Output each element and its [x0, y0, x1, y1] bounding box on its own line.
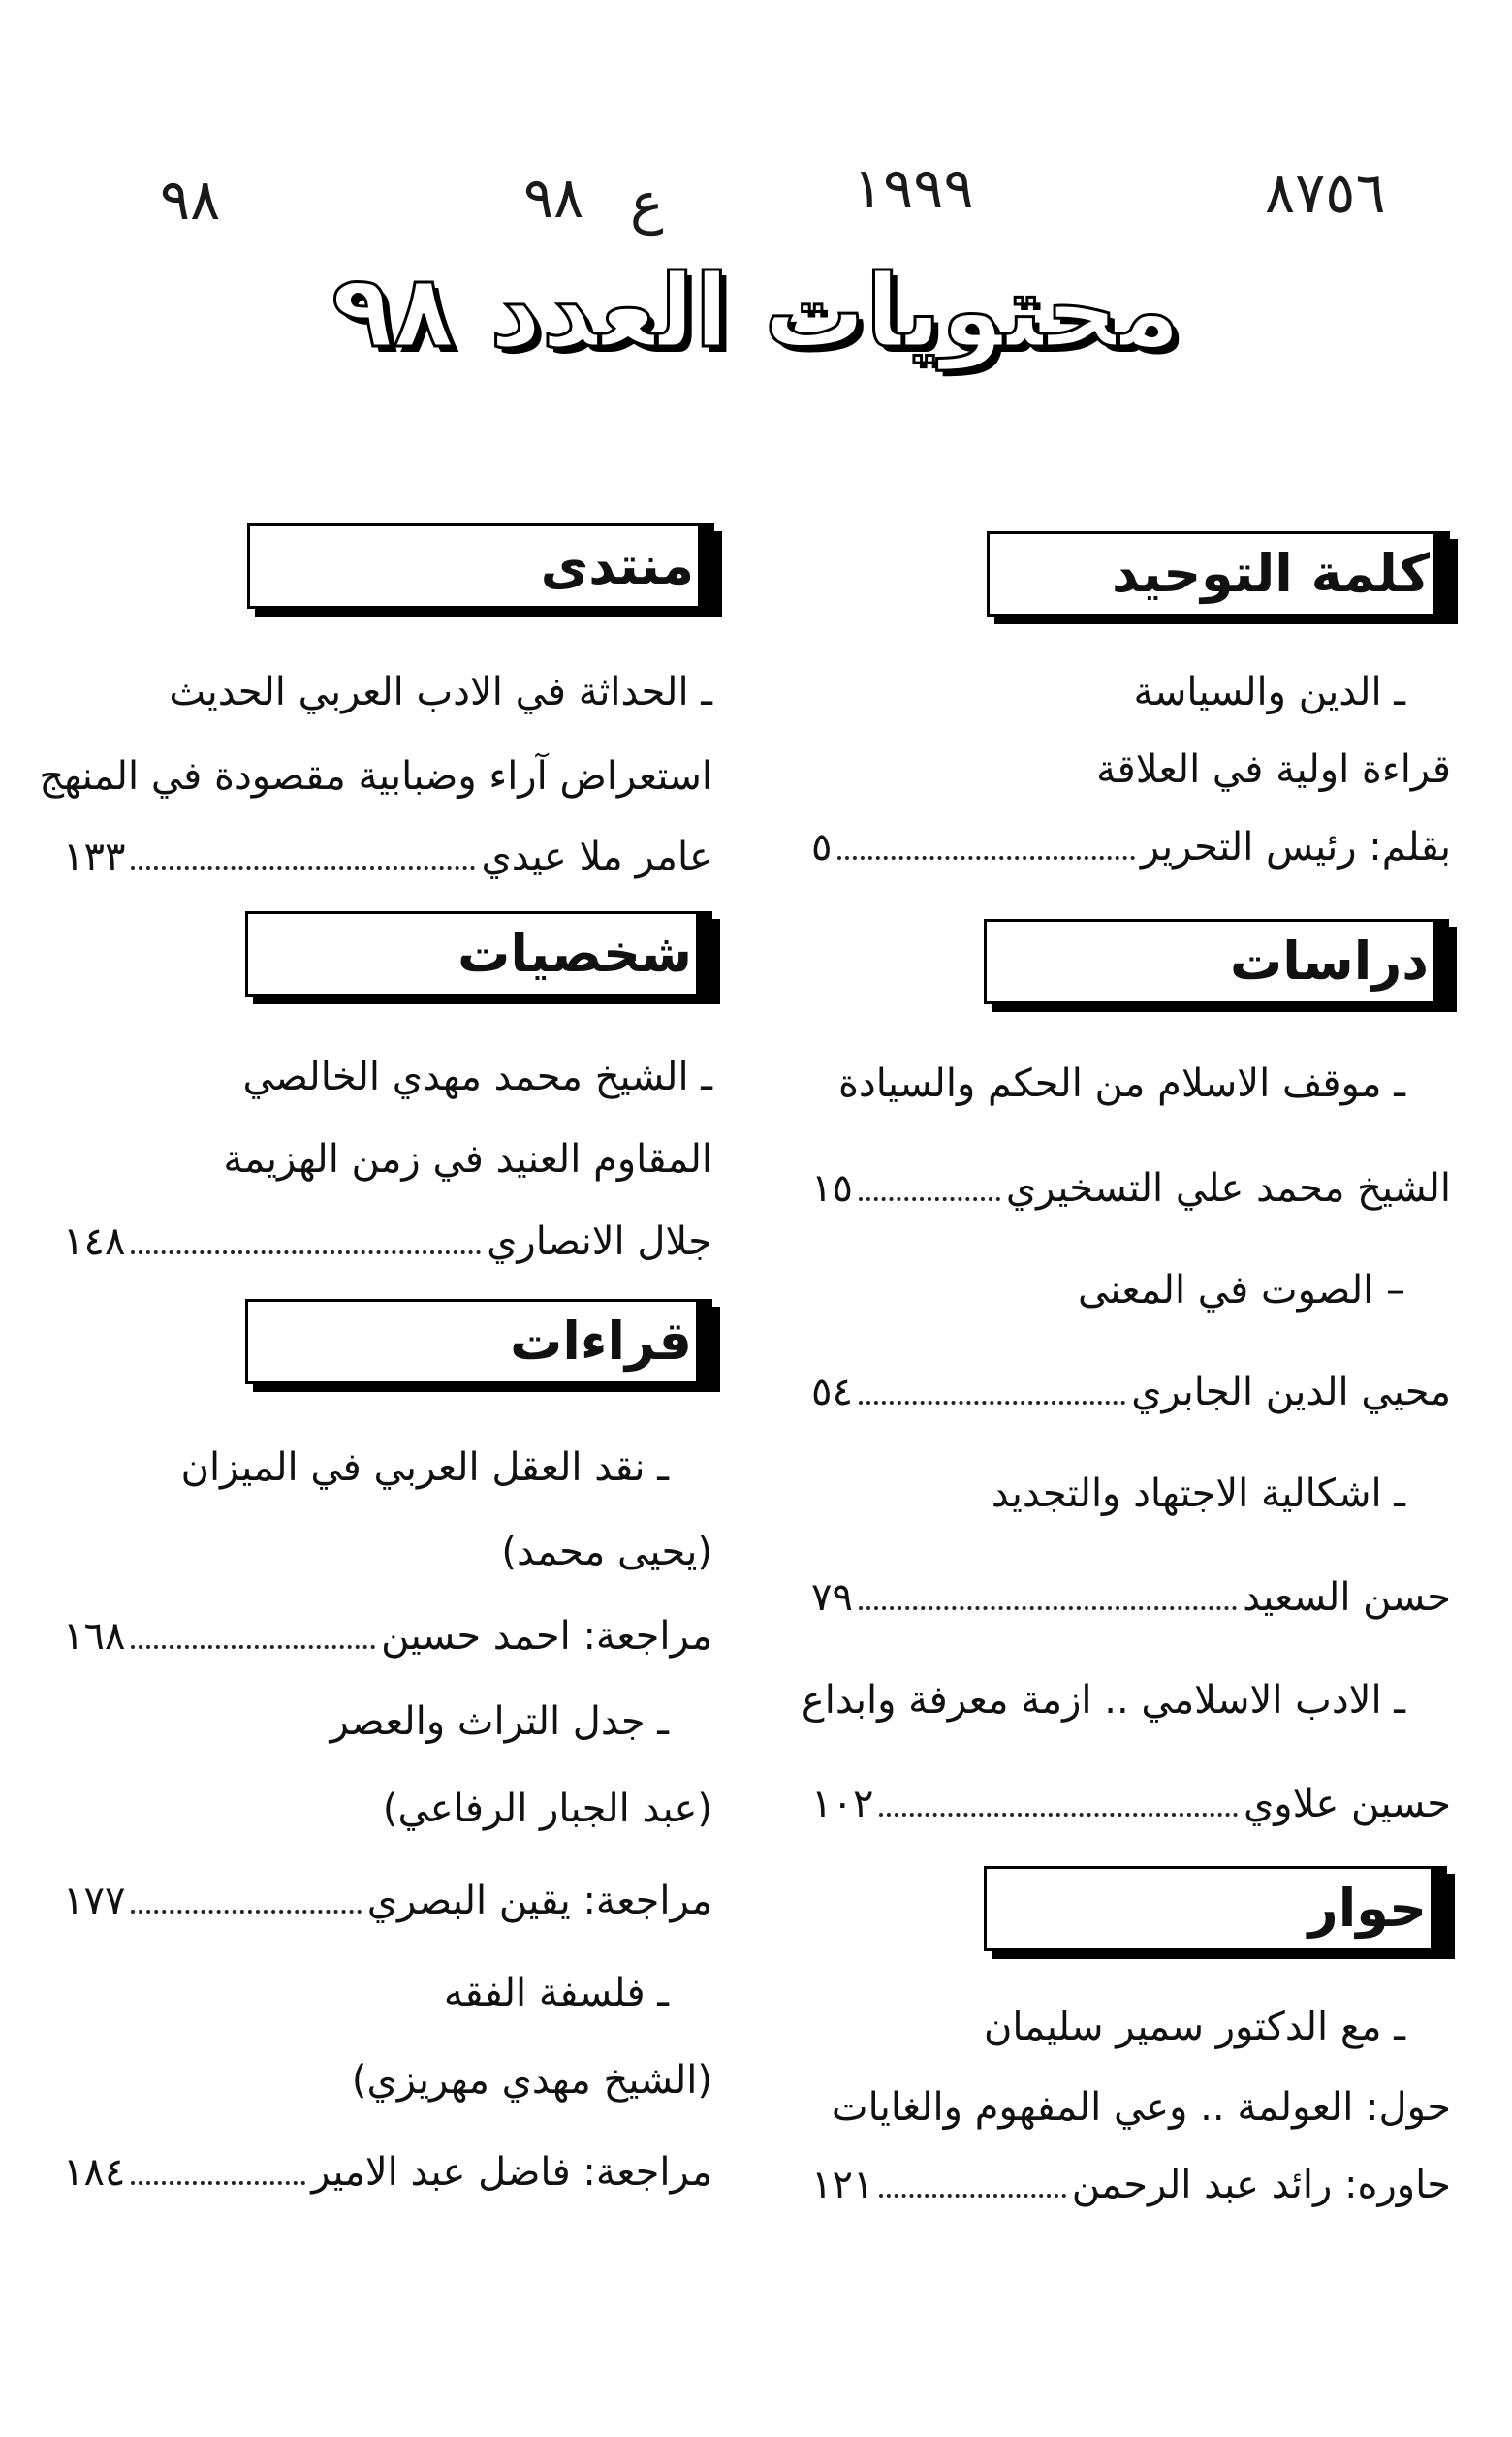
header-bar	[696, 914, 709, 994]
leader-dots	[131, 1250, 481, 1254]
section-header-dirasat	[984, 919, 1449, 1004]
header-bar	[1431, 1869, 1444, 1948]
section-header-qiraat	[245, 1299, 712, 1384]
page-number: ١٤٨	[63, 1219, 126, 1264]
author: حسن السعيد	[1243, 1575, 1451, 1620]
header-bar	[1433, 922, 1446, 1001]
toc-entry	[63, 832, 712, 882]
toc-entry	[811, 1572, 1451, 1623]
section-header-hiwar	[984, 1866, 1447, 1951]
section-header-kalimat-altawhid	[987, 531, 1450, 617]
header-bar	[698, 526, 711, 606]
section-header-muntada	[247, 523, 714, 609]
article-title: ـ الادب الاسلامي .. ازمة معرفة وابداع	[801, 1678, 1405, 1723]
toc-entry	[811, 1163, 1451, 1214]
toc-entry	[811, 1779, 1451, 1829]
author: بقلم: رئيس التحرير	[1140, 825, 1451, 870]
toc-entry	[811, 2160, 1451, 2210]
author: حسين علاوي	[1243, 1782, 1451, 1826]
article-title: ـ مع الدكتور سمير سليمان	[984, 2005, 1405, 2049]
author: حاوره: رائد عبد الرحمن	[1071, 2163, 1451, 2207]
page-number: ٥٤	[811, 1370, 853, 1414]
book-author: (عبد الجبار الرفاعي)	[382, 1787, 712, 1831]
book-author: (يحيى محمد)	[501, 1530, 712, 1574]
page-number: ٧٩	[811, 1575, 853, 1620]
page-number: ١٧٧	[63, 1879, 126, 1923]
book-author: (الشيخ مهدي مهريزي)	[351, 2058, 712, 2103]
leader-dots	[837, 856, 1134, 860]
page-number: ٥	[811, 825, 833, 870]
leader-dots	[131, 1645, 375, 1649]
handwritten-note-2: ١٩٩٩	[853, 155, 974, 221]
toc-entry	[811, 822, 1451, 872]
section-header-shakhsiyat	[245, 911, 712, 997]
section-title: حوار	[1307, 1878, 1427, 1939]
page-number: ١٣٣	[63, 835, 126, 879]
section-title: دراسات	[1230, 931, 1429, 992]
handwritten-note-3: ع	[630, 170, 664, 236]
page-number: ١٦٨	[63, 1614, 126, 1659]
author: جلال الانصاري	[487, 1219, 712, 1264]
reviewer: مراجعة: يقين البصري	[366, 1879, 712, 1923]
leader-dots	[859, 1606, 1237, 1610]
article-title: ـ الدين والسياسة	[1133, 670, 1405, 714]
section-title: كلمة التوحيد	[1111, 543, 1430, 604]
handwritten-note-5: ٩٨	[160, 167, 221, 233]
article-subtitle: حول: العولمة .. وعي المفهوم والغايات	[831, 2085, 1451, 2130]
leader-dots	[859, 1401, 1125, 1405]
article-subtitle: استعراض آراء وضبابية مقصودة في المنهج	[39, 754, 712, 799]
article-title: ـ الشيخ محمد مهدي الخالصي	[242, 1055, 712, 1099]
book-title: ـ نقد العقل العربي في الميزان	[180, 1445, 669, 1490]
handwritten-note-4: ٩٨	[523, 165, 584, 231]
leader-dots	[131, 1910, 361, 1914]
leader-dots	[131, 866, 475, 870]
page-title: محتويات العدد ٩٨	[331, 252, 1181, 370]
section-title: منتدى	[540, 535, 694, 596]
leader-dots	[879, 1813, 1238, 1817]
page-number: ١٢١	[811, 2163, 874, 2207]
leader-dots	[879, 2194, 1065, 2198]
author: عامر ملا عيدي	[481, 835, 712, 879]
article-title: ـ اشكالية الاجتهاد والتجديد	[991, 1472, 1405, 1516]
toc-entry	[63, 1217, 712, 1267]
handwritten-note-1: ٨٧٥٦	[1265, 160, 1386, 226]
author: الشيخ محمد علي التسخيري	[1005, 1166, 1451, 1211]
reviewer: مراجعة: احمد حسين	[381, 1614, 712, 1659]
page-number: ١٨٤	[63, 2150, 126, 2195]
article-subtitle: قراءة اولية في العلاقة	[1096, 747, 1451, 792]
toc-entry	[63, 2147, 712, 2198]
leader-dots	[131, 2181, 305, 2185]
header-bar	[696, 1302, 709, 1381]
reviewer: مراجعة: فاضل عبد الامير	[311, 2150, 712, 2195]
toc-entry	[63, 1611, 712, 1662]
page-number: ١٥	[811, 1166, 853, 1211]
page-number: ١٠٢	[811, 1782, 874, 1826]
section-title: قراءات	[510, 1311, 692, 1372]
article-title: ـ موقف الاسلام من الحكم والسيادة	[837, 1061, 1405, 1106]
article-title: ـ الحداثة في الادب العربي الحديث	[169, 670, 712, 714]
leader-dots	[859, 1197, 1000, 1201]
section-title: شخصيات	[457, 923, 692, 984]
book-title: ـ فلسفة الفقه	[443, 1971, 669, 2015]
article-title: – الصوت في المعنى	[1077, 1268, 1405, 1313]
article-subtitle: المقاوم العنيد في زمن الهزيمة	[223, 1137, 712, 1182]
toc-entry	[63, 1876, 712, 1926]
toc-entry	[811, 1367, 1451, 1417]
header-bar	[1433, 534, 1447, 614]
author: محيي الدين الجابري	[1131, 1370, 1451, 1414]
book-title: ـ جدل التراث والعصر	[330, 1699, 669, 1744]
